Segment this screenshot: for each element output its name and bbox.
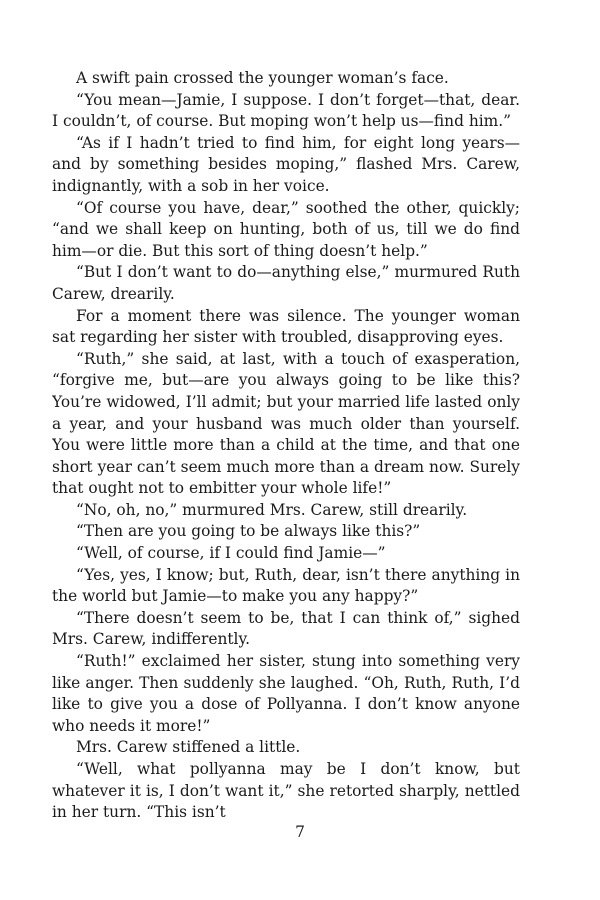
paragraph: “No, oh, no,” murmured Mrs. Carew, still drearily. bbox=[76, 500, 468, 519]
paragraph: “Ruth,” she said, at last, with a touch of exasperation, “forgive me, but—are you always going to be like this? You’re widowed, I’ll admit; but your married life lasted only a year, and your husband was much older than yourself. You were little more than a child at the time, and that one short year can’t seem much more than a dream now. Surely that ought not to embitter your whole life!” bbox=[52, 349, 520, 498]
paragraph: “Of course you have, dear,” soothed the other, quickly; “and we shall keep on hunting, both of us, till we do find him—or die. But this sort of thing doesn’t help.” bbox=[52, 198, 520, 260]
page-body bbox=[52, 68, 520, 838]
paragraph: Mrs. Carew stiffened a little. bbox=[76, 738, 301, 757]
paragraph: “As if I hadn’t tried to find him, for eight long years—and by something besides moping,” flashed Mrs. Carew, indignantly, with a sob in her voice. bbox=[52, 133, 520, 195]
paragraph: “Ruth!” exclaimed her sister, stung into something very like anger. Then suddenly she laughed. “Oh, Ruth, Ruth, I’d like to give you a dose of Pollyanna. I don’t know anyone who needs it more!” bbox=[52, 652, 520, 735]
paragraph: “There doesn’t seem to be, that I can think of,” sighed Mrs. Carew, indifferently. bbox=[52, 608, 520, 649]
paragraph: A swift pain crossed the younger woman’s face. bbox=[76, 69, 449, 87]
paragraph: “Well, of course, if I could find Jamie—” bbox=[76, 544, 386, 563]
paragraph: “But I don’t want to do—anything else,” murmured Ruth Carew, drearily. bbox=[52, 263, 520, 303]
page-number: 7 bbox=[295, 823, 305, 841]
paragraph: For a moment there was silence. The younger woman sat regarding her sister with troubled, disapproving eyes. bbox=[52, 306, 520, 347]
paragraph: “Yes, yes, I know; but, Ruth, dear, isn’t there anything in the world but Jamie—to make you any happy?” bbox=[52, 565, 520, 606]
paragraph: “Well, what pollyanna may be I don’t know, but whatever it is, I don’t want it,” she retorted sharply, nettled in her turn. “This isn’t bbox=[52, 760, 520, 822]
paragraph: “Then are you going to be always like this?” bbox=[76, 522, 421, 541]
paragraph: “You mean—Jamie, I suppose. I don’t forget—that, dear. I couldn’t, of course. But moping won’t help us—find him.” bbox=[52, 90, 520, 131]
